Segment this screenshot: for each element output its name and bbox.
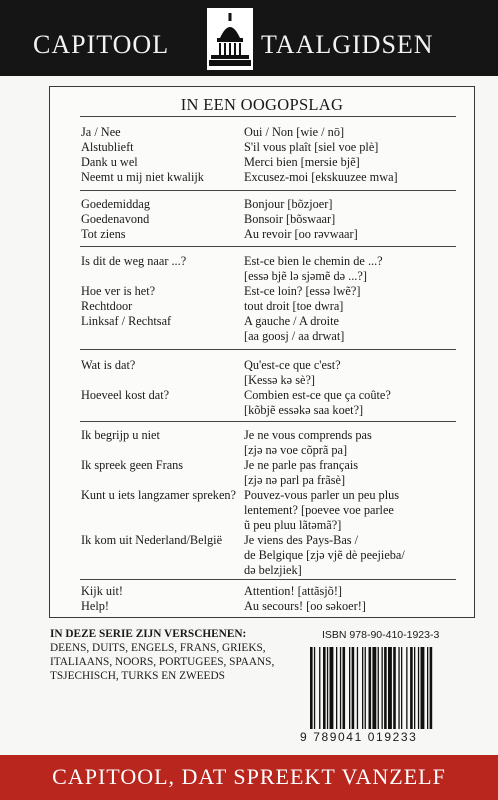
barcode-bar	[393, 647, 396, 729]
barcode-bar	[330, 647, 334, 729]
phrase-dutch: Tot ziens	[81, 227, 126, 241]
phrase-french: tout droit [toe dwra]	[244, 299, 344, 313]
phrase-pronunciation: de Belgique [zjə vjẽ dè peejieba/	[244, 548, 405, 562]
phrase-french: Excusez-moi [ekskuuzee mwa]	[244, 170, 398, 184]
barcode-bar	[384, 647, 387, 729]
series-list	[50, 627, 290, 683]
barcode-bar	[378, 647, 379, 729]
phrase-french: Je ne vous comprends pas	[244, 428, 372, 442]
phrase-french: Est-ce bien le chemin de ...?	[244, 254, 383, 268]
footer-slogan: CAPITOOL, DAT SPREEKT VANZELF	[52, 764, 446, 789]
divider	[80, 246, 456, 247]
phrase-dutch: Ik begrijp u niet	[81, 428, 160, 442]
barcode-bar	[398, 647, 399, 729]
phrase-dutch: Is dit de weg naar ...?	[81, 254, 187, 268]
phrase-pronunciation: [zjə nə voe cõprã pa]	[244, 443, 348, 457]
header-bar	[0, 0, 498, 76]
barcode-digits: 9 789041 019233	[300, 730, 418, 744]
phrase-dutch: Linksaf / Rechtsaf	[81, 314, 172, 328]
phrase-card	[49, 86, 475, 618]
phrase-pronunciation: [zjə nə parl pa frãsè]	[244, 473, 346, 487]
phrase-dutch: Dank u wel	[81, 155, 138, 169]
phrase-dutch: Hoe ver is het?	[81, 284, 156, 298]
phrase-french: Qu'est-ce que c'est?	[244, 358, 341, 372]
phrase-dutch: Goedenavond	[81, 212, 150, 226]
card-title: IN EEN OOGOPSLAG	[180, 95, 344, 114]
barcode-bar	[410, 647, 413, 729]
phrase-pronunciation: lentement? [poevee voe parlee	[244, 503, 394, 517]
phrase-french: Attention! [attãsjõ!]	[244, 584, 343, 598]
barcode-bar	[430, 647, 433, 729]
divider	[80, 349, 456, 350]
barcode	[310, 647, 472, 729]
barcode-bar	[314, 647, 315, 729]
phrase-french: A gauche / A droite	[244, 314, 339, 328]
barcode-bar	[310, 647, 313, 729]
barcode-bar	[357, 647, 358, 729]
phrase-dutch: Kunt u iets langzamer spreken?	[81, 488, 237, 502]
barcode-bar	[352, 647, 355, 729]
phrase-french: Merci bien [mersie bjẽ]	[244, 155, 360, 169]
divider	[80, 190, 456, 191]
phrase-pronunciation: də belzjiek]	[244, 563, 302, 577]
phrase-pronunciation: [aa goosj / aa drwat]	[244, 329, 345, 343]
phrase-dutch: Help!	[81, 599, 109, 613]
divider	[80, 579, 456, 580]
phrase-french: Combien est-ce que ça coûte?	[244, 388, 391, 402]
phrase-dutch: Neemt u mij niet kwalijk	[81, 170, 204, 184]
phrase-french: Bonjour [bõzjoer]	[244, 197, 333, 211]
barcode-bar	[343, 647, 346, 729]
phrase-french: Pouvez-vous parler un peu plus	[244, 488, 400, 502]
barcode-bar	[323, 647, 326, 729]
phrase-french: Au revoir [oo rəvwaar]	[244, 227, 358, 241]
barcode-bar	[401, 647, 402, 729]
phrase-dutch: Ik spreek geen Frans	[81, 458, 184, 472]
divider	[80, 421, 456, 422]
series-line: ITALIAANS, NOORS, PORTUGEES, SPAANS,	[50, 656, 275, 668]
phrase-french: S'il vous plaît [siel voe plè]	[244, 140, 379, 154]
barcode-bar	[406, 647, 407, 729]
divider	[80, 116, 456, 117]
barcode-bar	[327, 647, 328, 729]
barcode-bar	[340, 647, 341, 729]
phrase-dutch: Ik kom uit Nederland/België	[81, 533, 223, 547]
barcode-bar	[362, 647, 363, 729]
barcode-bar	[365, 647, 366, 729]
barcode-bar	[319, 647, 320, 729]
barcode-bar	[414, 647, 415, 729]
phrase-dutch: Rechtdoor	[81, 299, 133, 313]
phrase-french: Oui / Non [wie / nō]	[244, 125, 345, 139]
phrase-french: Est-ce loin? [essə lwẽ?]	[244, 284, 361, 298]
capitol-dome-icon	[207, 8, 253, 70]
phrase-french: Au secours! [oo səkoer!]	[244, 599, 366, 613]
barcode-bar	[427, 647, 428, 729]
barcode-bar	[388, 647, 392, 729]
brand-left: CAPITOOL	[33, 30, 170, 59]
phrase-french: Je ne parle pas français	[244, 458, 359, 472]
phrase-pronunciation: [Kessə kə sè?]	[244, 373, 316, 387]
brand-right: TAALGIDSEN	[261, 30, 434, 59]
phrase-pronunciation: [kõbjẽ essəkə saa koet?]	[244, 403, 364, 417]
series-title: IN DEZE SERIE ZIJN VERSCHENEN:	[50, 628, 247, 640]
phrase-dutch: Alstublieft	[81, 140, 134, 154]
phrase-french: Je viens des Pays-Bas /	[244, 533, 359, 547]
barcode-bar	[349, 647, 350, 729]
phrase-pronunciation: ũ peu pluu lãtəmã?]	[244, 518, 342, 532]
phrase-dutch: Kijk uit!	[81, 584, 124, 598]
series-line: DEENS, DUITS, ENGELS, FRANS, GRIEKS,	[50, 642, 266, 654]
barcode-bar	[372, 647, 376, 729]
barcode-bar	[421, 647, 425, 729]
phrase-french: Bonsoir [bõswaar]	[244, 212, 336, 226]
barcode-bar	[369, 647, 372, 729]
phrase-dutch: Hoeveel kost dat?	[81, 388, 170, 402]
barcode-bar	[382, 647, 383, 729]
series-line: TSJECHISCH, TURKS EN ZWEEDS	[50, 670, 225, 682]
barcode-bar	[418, 647, 419, 729]
footer-bar	[0, 755, 498, 800]
phrase-pronunciation: [essə bjẽ lə sjəmẽ də ...?]	[244, 269, 367, 283]
phrase-dutch: Wat is dat?	[81, 358, 136, 372]
barcode-bar	[336, 647, 337, 729]
phrase-dutch: Goedemiddag	[81, 197, 150, 211]
isbn-text: ISBN 978-90-410-1923-3	[322, 629, 440, 641]
phrase-dutch: Ja / Nee	[81, 125, 121, 139]
